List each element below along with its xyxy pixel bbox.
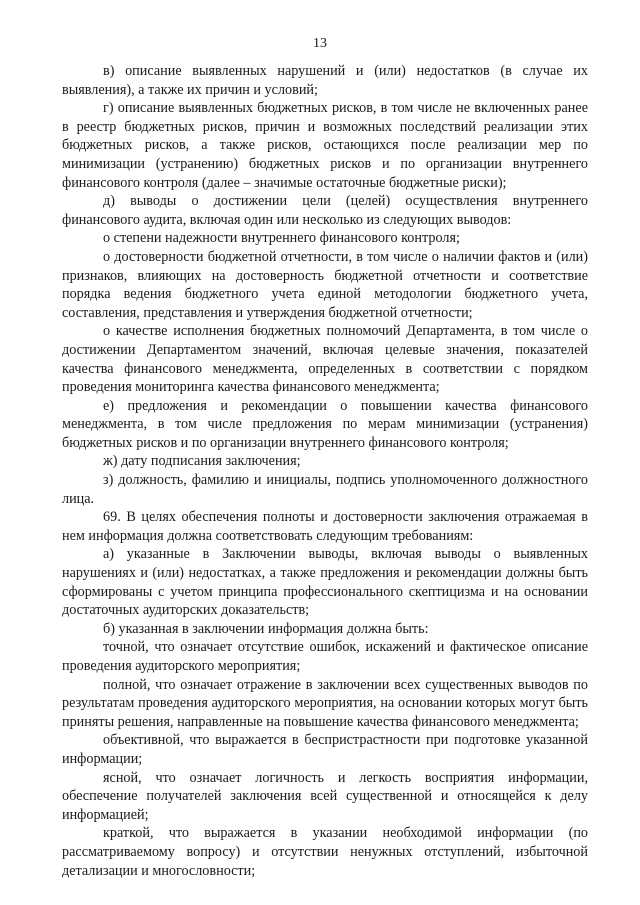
paragraph: полной, что означает отражение в заключении всех существенных выводов по результатам проведения аудиторского мероприятия, на основании которых могут быть приняты решения, направленные на повышение качества финансового менеджмента;	[62, 676, 588, 730]
paragraph: з) должность, фамилию и инициалы, подпись уполномоченного должностного лица.	[62, 472, 588, 507]
paragraph: д) выводы о достижении цели (целей) осуществления внутреннего финансового аудита, включая один или несколько из следующих выводов:	[62, 193, 588, 228]
paragraph: г) описание выявленных бюджетных рисков, в том числе не включенных ранее в реестр бюджетных рисков, причин и возможных последствий реализации этих бюджетных рисков, а также рисков, остающихся после реализации мер по минимизации (устранению) бюджетных рисков и по организации внутреннего финансового контроля (далее – значимые остаточные бюджетные риски);	[62, 100, 588, 191]
paragraph: точной, что означает отсутствие ошибок, искажений и фактическое описание проведения аудиторского мероприятия;	[62, 639, 588, 674]
paragraph: краткой, что выражается в указании необходимой информации (по рассматриваемому вопросу) и отсутствии ненужных отступлений, избыточной детализации и многословности;	[62, 825, 588, 879]
paragraph: о степени надежности внутреннего финансового контроля;	[103, 230, 460, 247]
paragraph: а) указанные в Заключении выводы, включая выводы о выявленных нарушениях и (или) недостатках, а также предложения и рекомендации должны быть сформированы с учетом принципа профессионального скептицизма и на основании достаточных аудиторских доказательств;	[62, 546, 588, 619]
paragraph: в) описание выявленных нарушений и (или) недостатков (в случае их выявления), а также их причин и условий;	[62, 63, 588, 98]
paragraph: 69. В целях обеспечения полноты и достоверности заключения отражаемая в нем информация должна соответствовать следующим требованиям:	[62, 509, 588, 544]
paragraph: ясной, что означает логичность и легкость восприятия информации, обеспечение получателей заключения всей существенной и относящейся к делу информацией;	[62, 769, 588, 823]
paragraph: е) предложения и рекомендации о повышении качества финансового менеджмента, в том числе предложения по мерам минимизации (устранения) бюджетных рисков и по организации внутреннего финансового контроля;	[62, 397, 588, 451]
paragraph: ж) дату подписания заключения;	[103, 453, 301, 470]
page-number: 13	[313, 36, 327, 51]
paragraph: объективной, что выражается в беспристрастности при подготовке указанной информации;	[62, 732, 588, 767]
paragraph: б) указанная в заключении информация должна быть:	[103, 620, 429, 637]
paragraph: о качестве исполнения бюджетных полномочий Департамента, в том числе о достижении Департаментом значений, включая целевые значения, показателей качества финансового менеджмента, определенных в соответствии с порядком проведения мониторинга качества финансового менеджмента;	[62, 323, 588, 396]
document-body	[62, 62, 588, 880]
paragraph: о достоверности бюджетной отчетности, в том числе о наличии фактов и (или) признаков, влияющих на достоверность бюджетной отчетности и соответствие порядка ведения бюджетного учета единой методологии бюджетного учета, составления, представления и утверждения бюджетной отчетности;	[62, 248, 588, 321]
